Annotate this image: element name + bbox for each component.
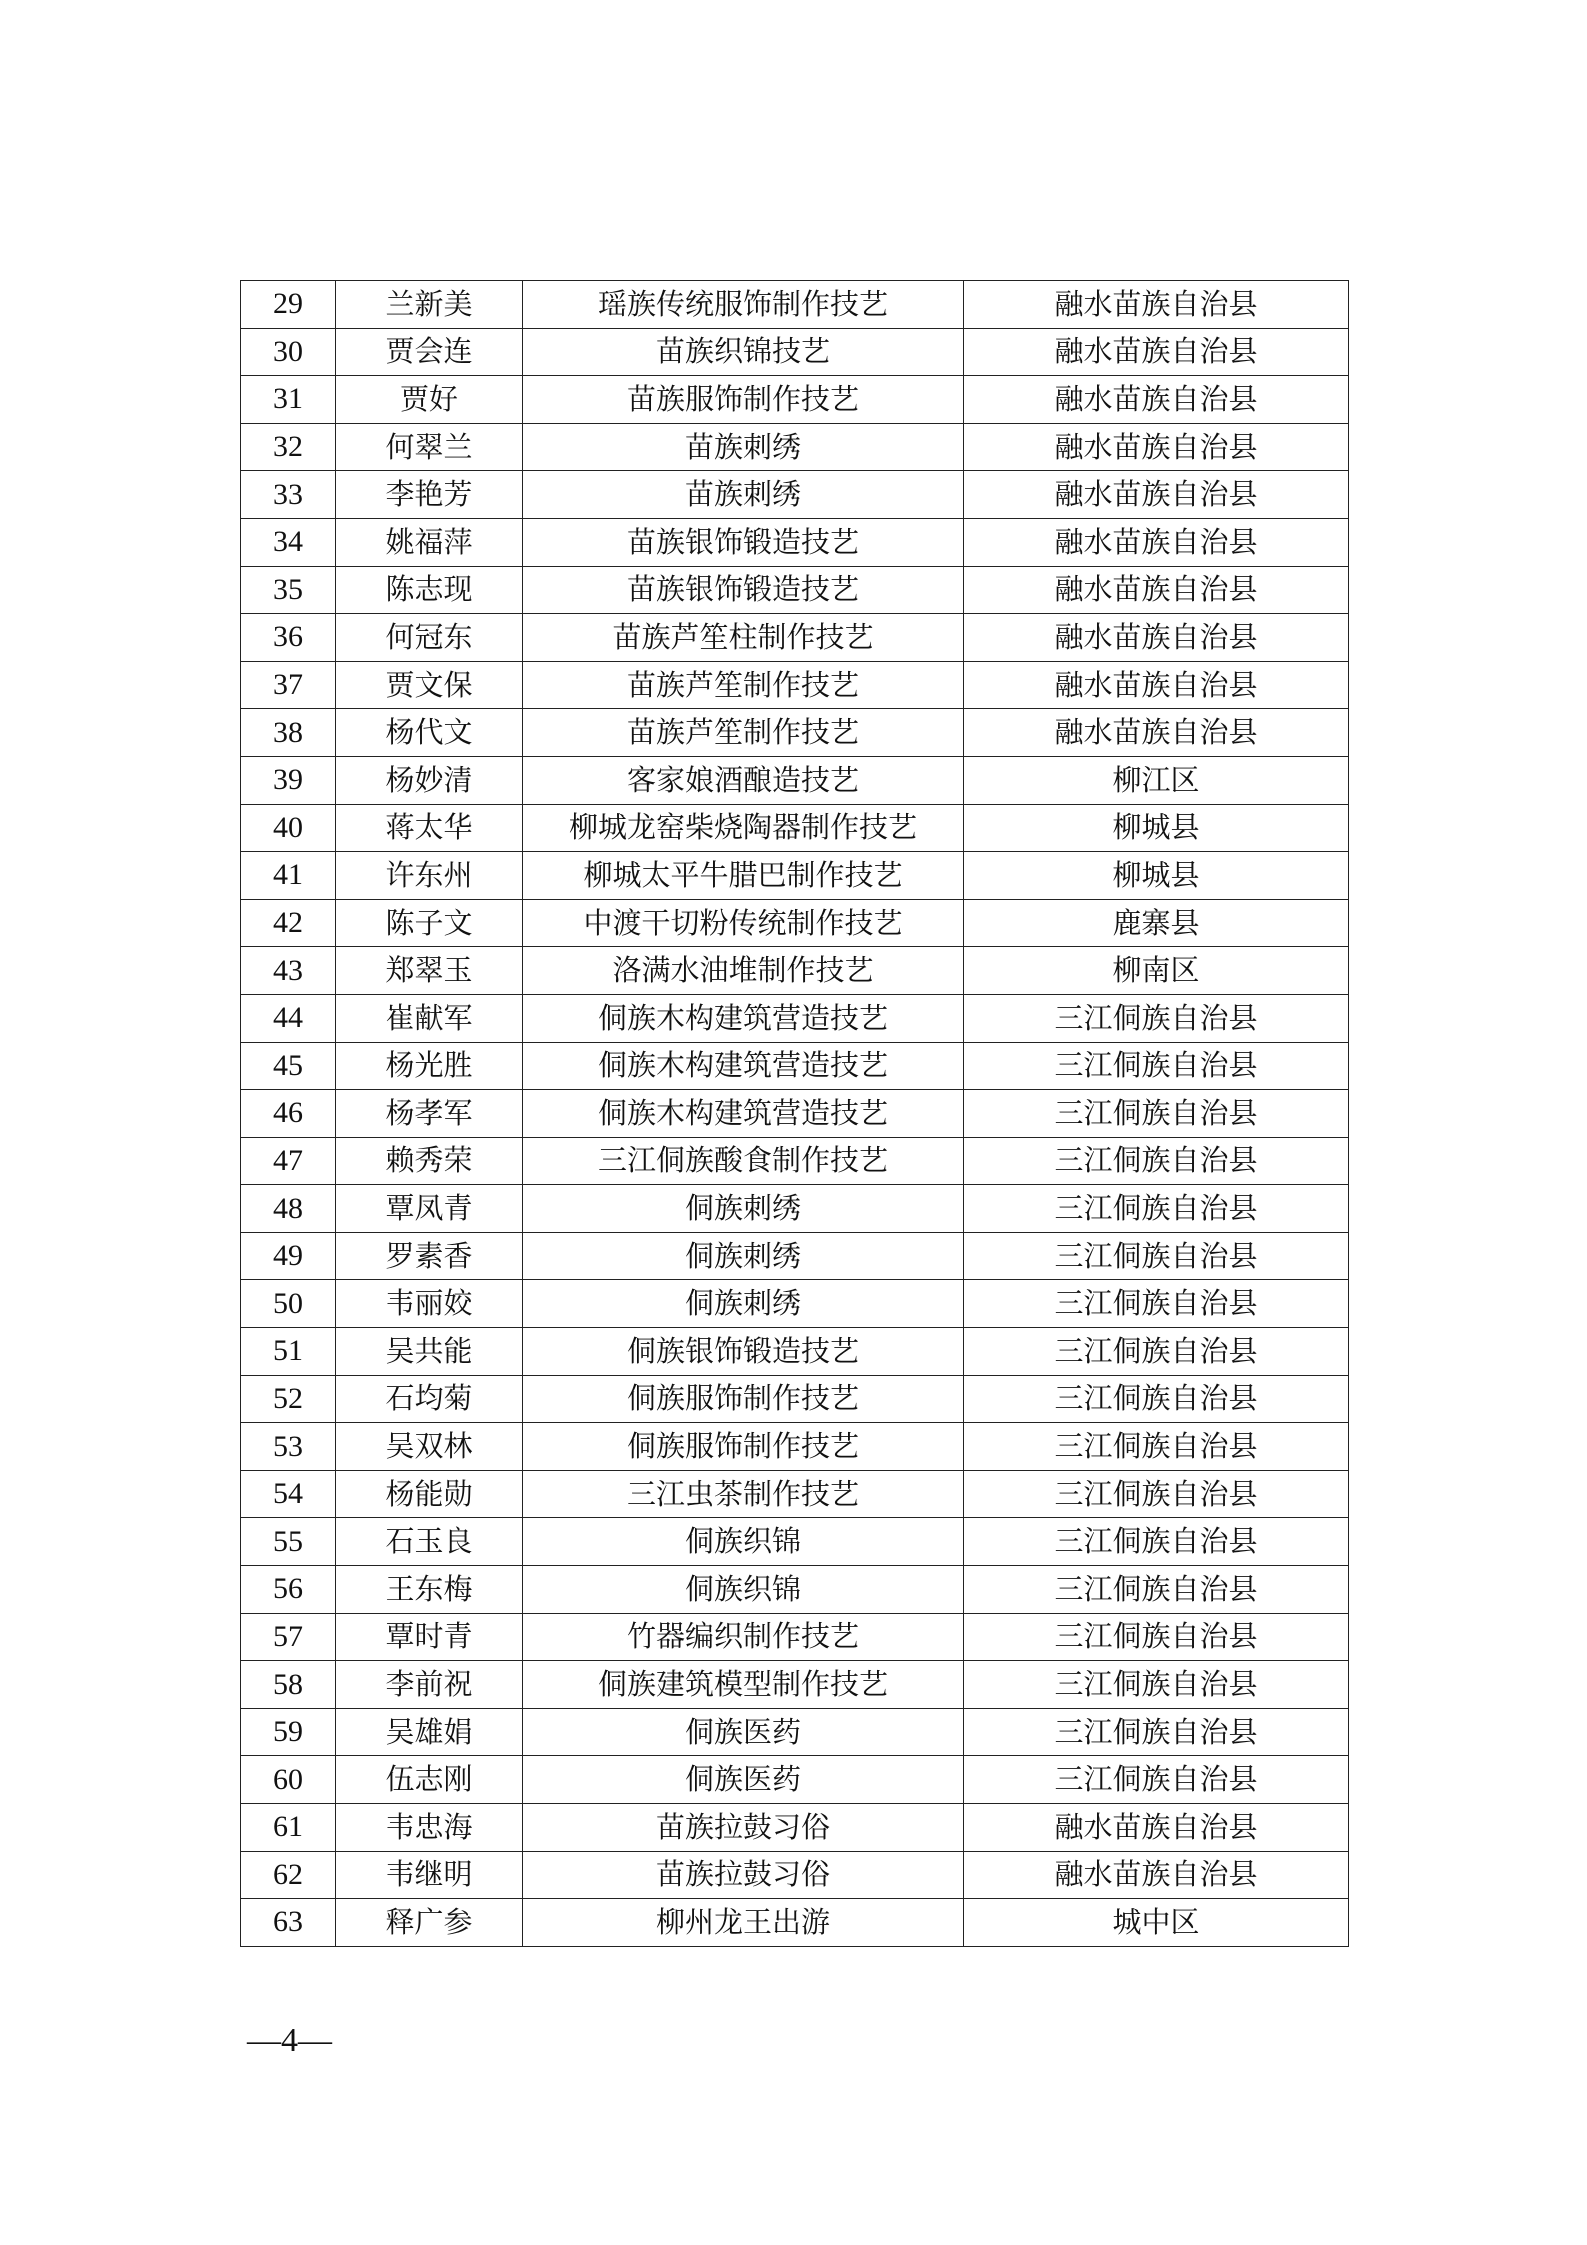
cell-name: 李前祝	[336, 1661, 523, 1709]
cell-region: 三江侗族自治县	[964, 1042, 1349, 1090]
cell-number: 60	[241, 1756, 336, 1804]
table-row	[241, 947, 1349, 995]
table-row	[241, 1804, 1349, 1852]
cell-name: 杨代文	[336, 709, 523, 757]
cell-number: 30	[241, 328, 336, 376]
cell-region: 三江侗族自治县	[964, 1137, 1349, 1185]
cell-region: 三江侗族自治县	[964, 1328, 1349, 1376]
cell-region: 融水苗族自治县	[964, 709, 1349, 757]
cell-project: 客家娘酒酿造技艺	[523, 756, 964, 804]
cell-project: 苗族服饰制作技艺	[523, 376, 964, 424]
cell-number: 40	[241, 804, 336, 852]
cell-name: 陈志现	[336, 566, 523, 614]
cell-number: 44	[241, 994, 336, 1042]
table-row	[241, 1185, 1349, 1233]
table-row	[241, 1566, 1349, 1614]
table-row	[241, 566, 1349, 614]
cell-name: 杨妙清	[336, 756, 523, 804]
cell-region: 三江侗族自治县	[964, 994, 1349, 1042]
cell-region: 融水苗族自治县	[964, 566, 1349, 614]
cell-project: 柳城太平牛腊巴制作技艺	[523, 852, 964, 900]
cell-region: 三江侗族自治县	[964, 1708, 1349, 1756]
cell-project: 三江侗族酸食制作技艺	[523, 1137, 964, 1185]
cell-project: 苗族芦笙制作技艺	[523, 709, 964, 757]
cell-number: 57	[241, 1613, 336, 1661]
table-row	[241, 471, 1349, 519]
cell-region: 三江侗族自治县	[964, 1375, 1349, 1423]
table-row	[241, 423, 1349, 471]
cell-name: 覃时青	[336, 1613, 523, 1661]
cell-name: 覃凤青	[336, 1185, 523, 1233]
cell-name: 石玉良	[336, 1518, 523, 1566]
table-row	[241, 1756, 1349, 1804]
cell-name: 贾会连	[336, 328, 523, 376]
heritage-inheritor-table-wrapper	[240, 280, 1348, 1947]
cell-name: 韦丽姣	[336, 1280, 523, 1328]
cell-region: 三江侗族自治县	[964, 1566, 1349, 1614]
cell-project: 洛满水油堆制作技艺	[523, 947, 964, 995]
cell-project: 侗族木构建筑营造技艺	[523, 994, 964, 1042]
page-number: —4—	[247, 2022, 332, 2059]
cell-number: 34	[241, 518, 336, 566]
cell-region: 融水苗族自治县	[964, 614, 1349, 662]
cell-project: 侗族服饰制作技艺	[523, 1423, 964, 1471]
cell-region: 三江侗族自治县	[964, 1280, 1349, 1328]
cell-name: 伍志刚	[336, 1756, 523, 1804]
cell-project: 侗族刺绣	[523, 1232, 964, 1280]
cell-name: 许东州	[336, 852, 523, 900]
cell-project: 苗族银饰锻造技艺	[523, 518, 964, 566]
cell-number: 38	[241, 709, 336, 757]
cell-region: 柳城县	[964, 852, 1349, 900]
table-row	[241, 614, 1349, 662]
cell-project: 侗族刺绣	[523, 1280, 964, 1328]
cell-project: 三江虫茶制作技艺	[523, 1470, 964, 1518]
cell-region: 柳城县	[964, 804, 1349, 852]
cell-project: 侗族建筑模型制作技艺	[523, 1661, 964, 1709]
cell-region: 融水苗族自治县	[964, 376, 1349, 424]
cell-name: 吴双林	[336, 1423, 523, 1471]
cell-name: 杨孝军	[336, 1090, 523, 1138]
cell-number: 39	[241, 756, 336, 804]
table-row	[241, 281, 1349, 329]
cell-project: 侗族织锦	[523, 1566, 964, 1614]
cell-number: 37	[241, 661, 336, 709]
cell-number: 58	[241, 1661, 336, 1709]
cell-number: 50	[241, 1280, 336, 1328]
cell-number: 48	[241, 1185, 336, 1233]
heritage-inheritor-table	[240, 280, 1349, 1947]
cell-name: 贾文保	[336, 661, 523, 709]
cell-number: 63	[241, 1899, 336, 1947]
table-row	[241, 1851, 1349, 1899]
cell-project: 苗族芦笙制作技艺	[523, 661, 964, 709]
cell-number: 53	[241, 1423, 336, 1471]
table-row	[241, 1375, 1349, 1423]
cell-number: 54	[241, 1470, 336, 1518]
cell-number: 29	[241, 281, 336, 329]
cell-project: 柳州龙王出游	[523, 1899, 964, 1947]
table-row	[241, 756, 1349, 804]
table-row	[241, 709, 1349, 757]
cell-region: 三江侗族自治县	[964, 1090, 1349, 1138]
table-row	[241, 852, 1349, 900]
cell-name: 何冠东	[336, 614, 523, 662]
cell-number: 35	[241, 566, 336, 614]
table-row	[241, 518, 1349, 566]
table-row	[241, 899, 1349, 947]
cell-name: 贾好	[336, 376, 523, 424]
cell-region: 柳南区	[964, 947, 1349, 995]
cell-project: 柳城龙窑柴烧陶器制作技艺	[523, 804, 964, 852]
cell-name: 李艳芳	[336, 471, 523, 519]
cell-number: 59	[241, 1708, 336, 1756]
table-row	[241, 1423, 1349, 1471]
cell-number: 56	[241, 1566, 336, 1614]
table-row	[241, 1137, 1349, 1185]
cell-number: 31	[241, 376, 336, 424]
table-row	[241, 994, 1349, 1042]
cell-name: 王东梅	[336, 1566, 523, 1614]
cell-region: 融水苗族自治县	[964, 328, 1349, 376]
cell-number: 55	[241, 1518, 336, 1566]
cell-region: 三江侗族自治县	[964, 1185, 1349, 1233]
cell-number: 51	[241, 1328, 336, 1376]
cell-number: 61	[241, 1804, 336, 1852]
cell-project: 侗族织锦	[523, 1518, 964, 1566]
cell-region: 三江侗族自治县	[964, 1518, 1349, 1566]
cell-project: 苗族刺绣	[523, 423, 964, 471]
cell-region: 融水苗族自治县	[964, 471, 1349, 519]
cell-project: 苗族织锦技艺	[523, 328, 964, 376]
cell-region: 柳江区	[964, 756, 1349, 804]
cell-project: 侗族服饰制作技艺	[523, 1375, 964, 1423]
cell-number: 62	[241, 1851, 336, 1899]
cell-region: 鹿寨县	[964, 899, 1349, 947]
table-row	[241, 1042, 1349, 1090]
cell-number: 33	[241, 471, 336, 519]
cell-name: 崔献军	[336, 994, 523, 1042]
cell-number: 47	[241, 1137, 336, 1185]
cell-name: 杨光胜	[336, 1042, 523, 1090]
table-row	[241, 1470, 1349, 1518]
table-row	[241, 328, 1349, 376]
cell-region: 融水苗族自治县	[964, 1851, 1349, 1899]
cell-number: 36	[241, 614, 336, 662]
cell-number: 42	[241, 899, 336, 947]
cell-project: 苗族芦笙柱制作技艺	[523, 614, 964, 662]
cell-project: 竹器编织制作技艺	[523, 1613, 964, 1661]
cell-project: 侗族医药	[523, 1708, 964, 1756]
cell-name: 何翠兰	[336, 423, 523, 471]
table-row	[241, 1661, 1349, 1709]
cell-project: 侗族银饰锻造技艺	[523, 1328, 964, 1376]
cell-name: 吴共能	[336, 1328, 523, 1376]
cell-project: 中渡干切粉传统制作技艺	[523, 899, 964, 947]
table-body	[241, 281, 1349, 1947]
cell-region: 三江侗族自治县	[964, 1232, 1349, 1280]
cell-number: 32	[241, 423, 336, 471]
cell-region: 融水苗族自治县	[964, 423, 1349, 471]
table-row	[241, 1899, 1349, 1947]
cell-region: 融水苗族自治县	[964, 518, 1349, 566]
cell-name: 姚福萍	[336, 518, 523, 566]
cell-region: 城中区	[964, 1899, 1349, 1947]
cell-project: 侗族医药	[523, 1756, 964, 1804]
cell-name: 释广参	[336, 1899, 523, 1947]
cell-project: 侗族木构建筑营造技艺	[523, 1090, 964, 1138]
cell-number: 46	[241, 1090, 336, 1138]
cell-project: 苗族银饰锻造技艺	[523, 566, 964, 614]
cell-number: 41	[241, 852, 336, 900]
table-row	[241, 804, 1349, 852]
cell-project: 侗族木构建筑营造技艺	[523, 1042, 964, 1090]
table-row	[241, 1232, 1349, 1280]
cell-project: 苗族拉鼓习俗	[523, 1851, 964, 1899]
cell-name: 陈子文	[336, 899, 523, 947]
cell-project: 苗族刺绣	[523, 471, 964, 519]
cell-name: 韦忠海	[336, 1804, 523, 1852]
cell-region: 融水苗族自治县	[964, 661, 1349, 709]
cell-region: 三江侗族自治县	[964, 1423, 1349, 1471]
cell-number: 45	[241, 1042, 336, 1090]
cell-name: 罗素香	[336, 1232, 523, 1280]
cell-name: 蒋太华	[336, 804, 523, 852]
table-row	[241, 1613, 1349, 1661]
table-row	[241, 1708, 1349, 1756]
cell-project: 侗族刺绣	[523, 1185, 964, 1233]
cell-name: 杨能勋	[336, 1470, 523, 1518]
cell-project: 瑶族传统服饰制作技艺	[523, 281, 964, 329]
cell-region: 融水苗族自治县	[964, 281, 1349, 329]
table-row	[241, 1328, 1349, 1376]
table-row	[241, 376, 1349, 424]
cell-number: 49	[241, 1232, 336, 1280]
table-row	[241, 661, 1349, 709]
cell-name: 郑翠玉	[336, 947, 523, 995]
cell-number: 43	[241, 947, 336, 995]
cell-name: 赖秀荣	[336, 1137, 523, 1185]
table-row	[241, 1090, 1349, 1138]
cell-number: 52	[241, 1375, 336, 1423]
table-row	[241, 1518, 1349, 1566]
cell-region: 融水苗族自治县	[964, 1804, 1349, 1852]
cell-name: 吴雄娟	[336, 1708, 523, 1756]
cell-region: 三江侗族自治县	[964, 1756, 1349, 1804]
cell-region: 三江侗族自治县	[964, 1470, 1349, 1518]
table-row	[241, 1280, 1349, 1328]
cell-region: 三江侗族自治县	[964, 1613, 1349, 1661]
cell-project: 苗族拉鼓习俗	[523, 1804, 964, 1852]
cell-name: 兰新美	[336, 281, 523, 329]
cell-region: 三江侗族自治县	[964, 1661, 1349, 1709]
cell-name: 石均菊	[336, 1375, 523, 1423]
cell-name: 韦继明	[336, 1851, 523, 1899]
